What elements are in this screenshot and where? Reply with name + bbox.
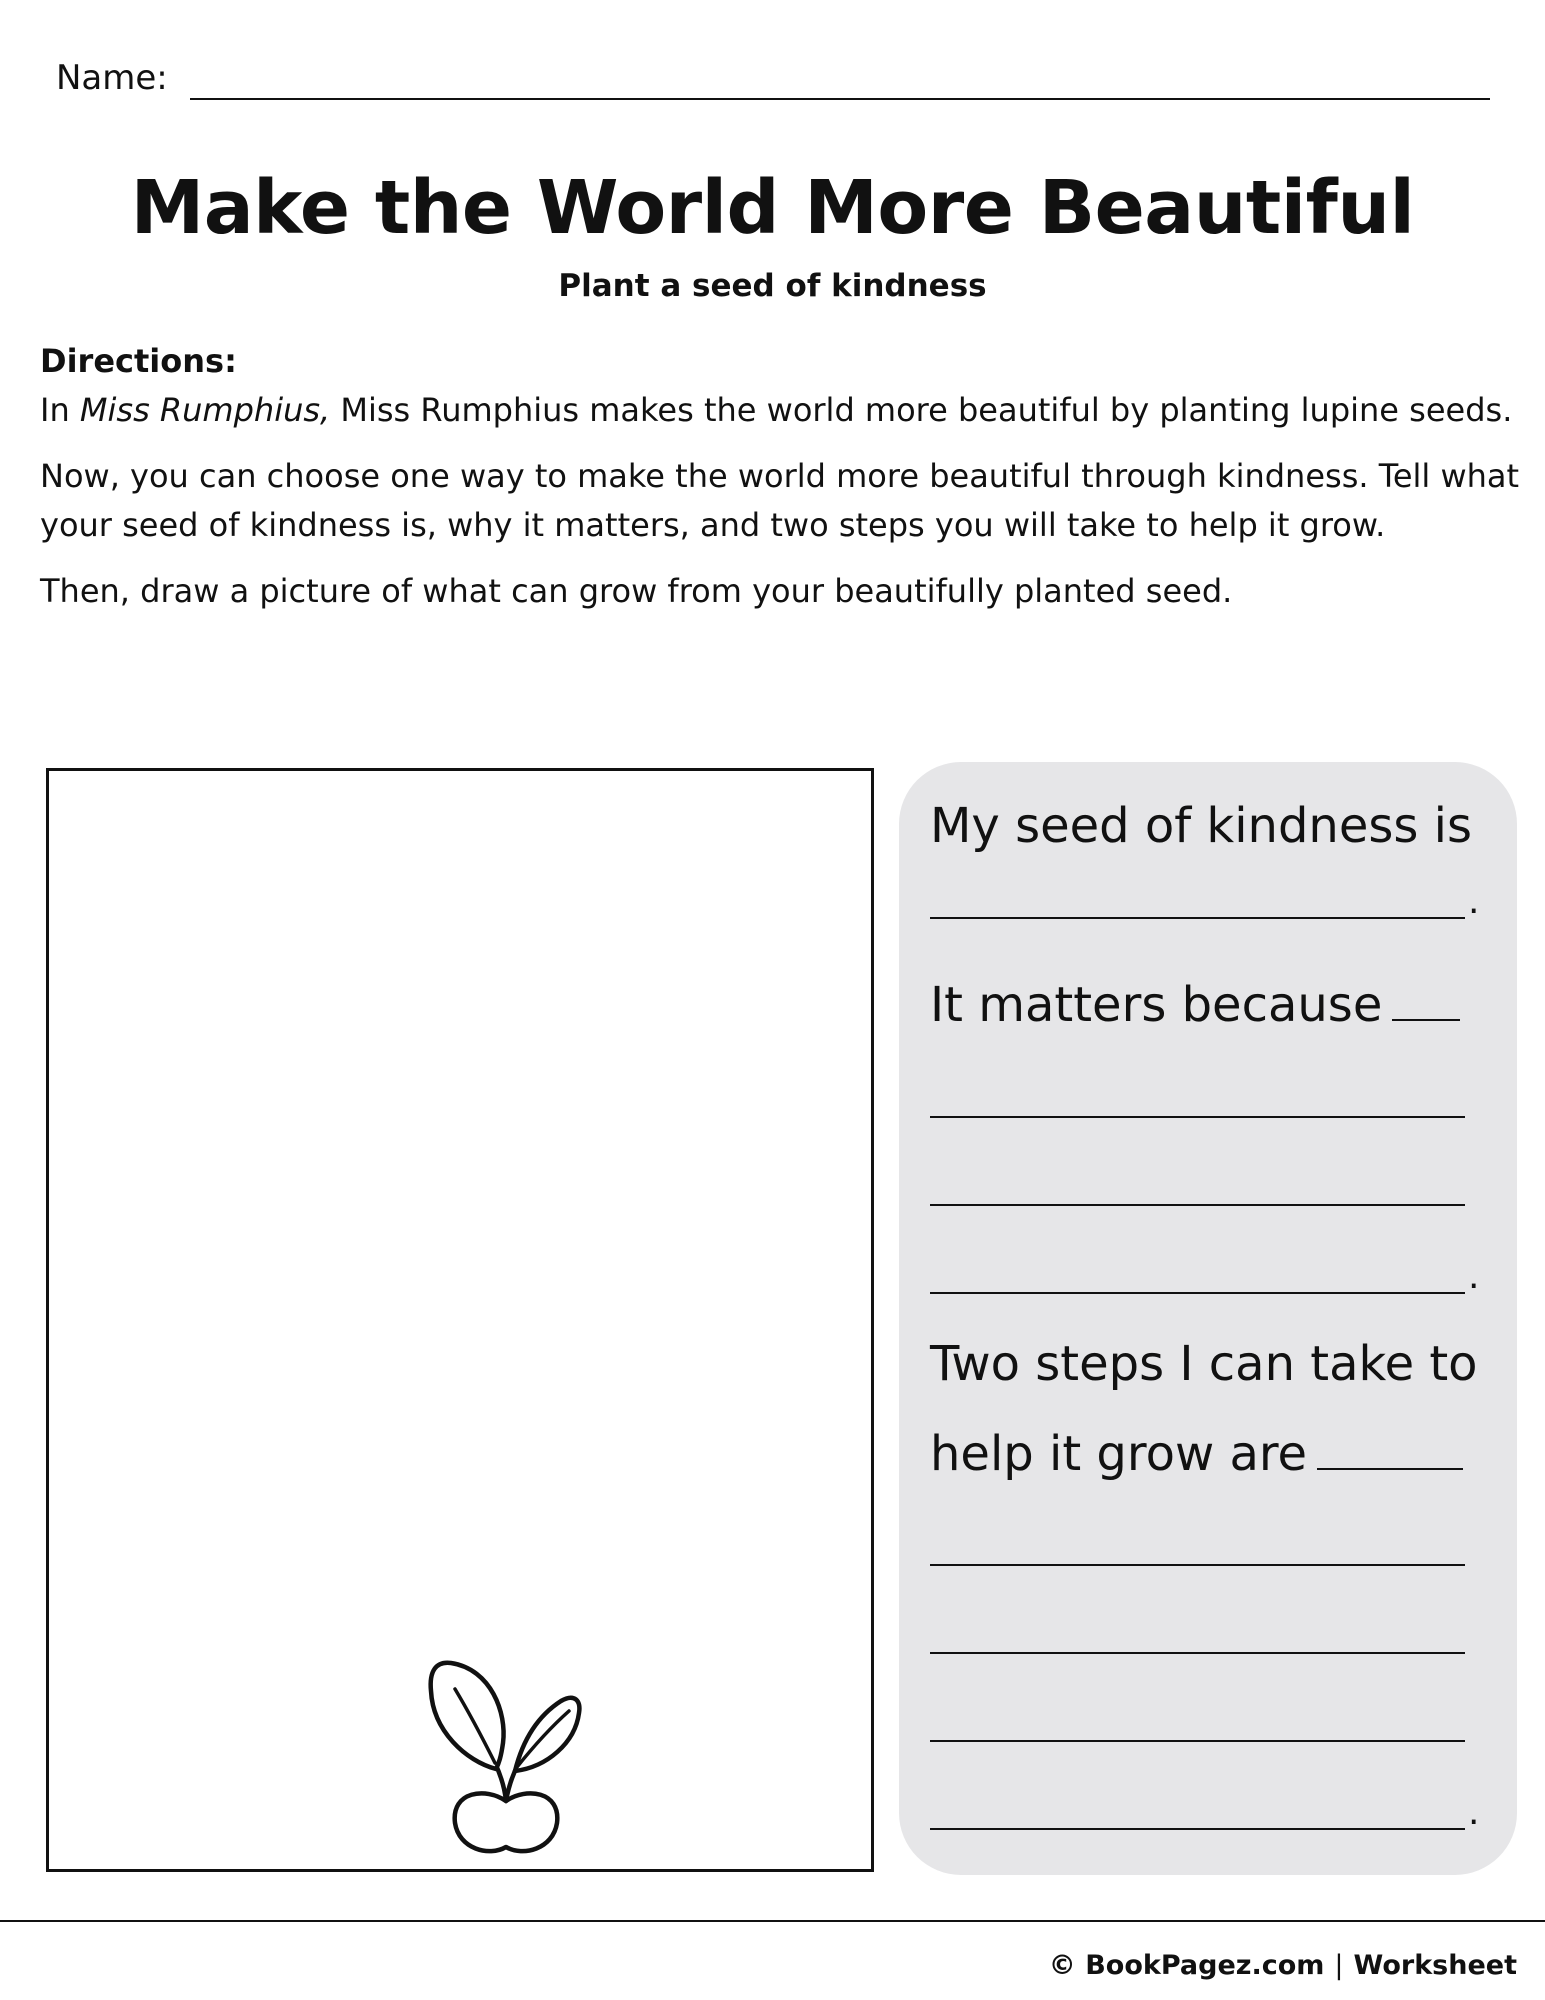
name-label: Name: bbox=[56, 58, 168, 98]
drawing-area[interactable] bbox=[46, 768, 874, 1872]
period: . bbox=[1468, 1792, 1480, 1833]
directions-paragraph-3: Then, draw a picture of what can grow from your beautifully planted seed. bbox=[40, 572, 1233, 610]
inline-blank[interactable] bbox=[1317, 1458, 1463, 1470]
answer-line-5[interactable] bbox=[930, 1564, 1465, 1566]
left-leaf bbox=[431, 1663, 504, 1769]
footer bbox=[1049, 1950, 1517, 1981]
answer-line-1[interactable] bbox=[930, 917, 1465, 919]
prompt-two-steps-line-2 bbox=[930, 1426, 1463, 1482]
footer-type: Worksheet bbox=[1353, 1950, 1517, 1981]
footer-copyright: © BookPagez.com bbox=[1048, 1950, 1325, 1981]
writing-panel bbox=[899, 762, 1517, 1875]
page-subtitle: Plant a seed of kindness bbox=[558, 268, 987, 304]
prompt-two-steps-line-1: Two steps I can take to bbox=[930, 1336, 1478, 1392]
answer-line-8[interactable] bbox=[930, 1828, 1465, 1830]
directions-heading: Directions: bbox=[40, 342, 237, 380]
directions-section bbox=[40, 337, 1520, 633]
answer-line-2[interactable] bbox=[930, 1116, 1465, 1118]
book-title: Miss Rumphius, bbox=[79, 391, 331, 429]
period: . bbox=[1468, 1256, 1480, 1297]
prompt-seed-of-kindness: My seed of kindness is bbox=[930, 798, 1472, 854]
prompt-two-steps-text: help it grow are bbox=[930, 1426, 1308, 1482]
footer-divider bbox=[0, 1920, 1545, 1922]
directions-paragraph-1 bbox=[40, 386, 1520, 435]
directions-p1-prefix: In bbox=[40, 391, 80, 429]
footer-separator: | bbox=[1334, 1950, 1344, 1981]
directions-p1-rest: Miss Rumphius makes the world more beautiful by planting lupine seeds. bbox=[330, 391, 1513, 429]
name-write-line[interactable] bbox=[190, 98, 1490, 100]
inline-blank[interactable] bbox=[1392, 1009, 1460, 1021]
answer-line-7[interactable] bbox=[930, 1740, 1465, 1742]
answer-line-6[interactable] bbox=[930, 1652, 1465, 1654]
sprout-icon bbox=[411, 1651, 601, 1861]
prompt-it-matters bbox=[930, 977, 1460, 1033]
answer-line-3[interactable] bbox=[930, 1204, 1465, 1206]
page-title: Make the World More Beautiful bbox=[130, 165, 1415, 251]
period: . bbox=[1468, 881, 1480, 922]
prompt-it-matters-text: It matters because bbox=[930, 977, 1383, 1033]
answer-line-4[interactable] bbox=[930, 1292, 1465, 1294]
directions-paragraph-2: Now, you can choose one way to make the world more beautiful through kindness. Tell what your seed of kindness is, why it matters, and two steps you will take to help it grow. bbox=[40, 457, 1520, 544]
